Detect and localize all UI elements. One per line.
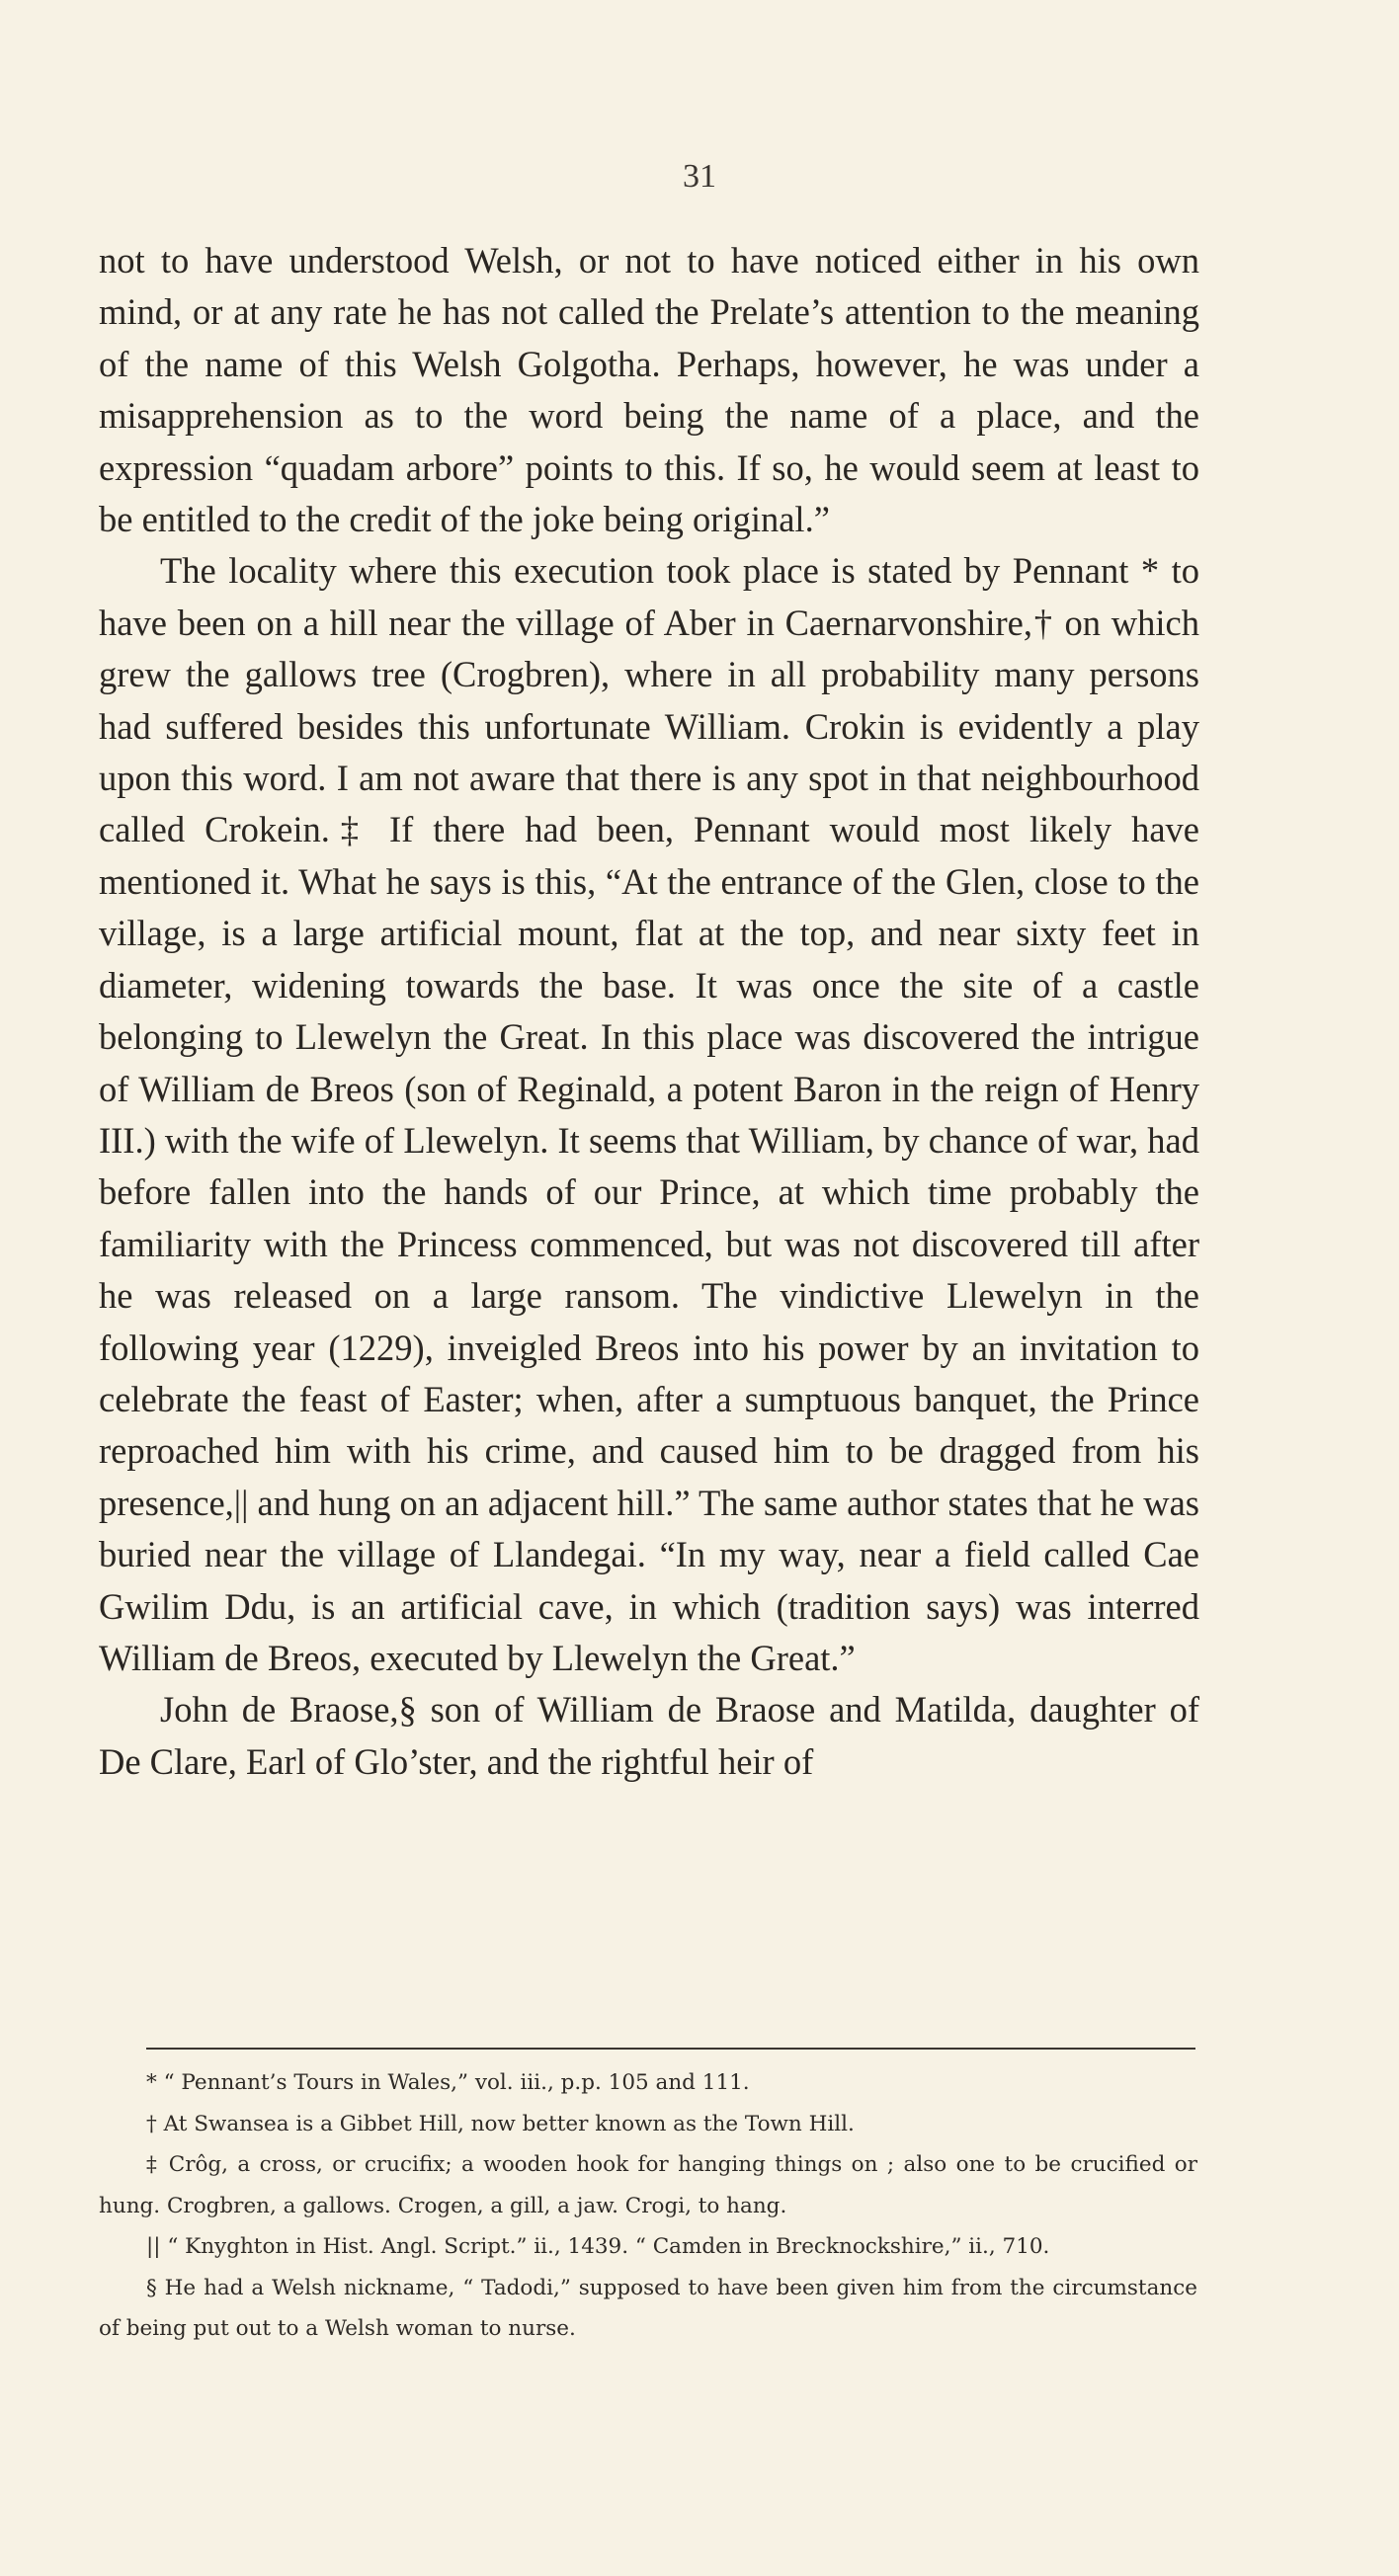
main-text (99, 235, 1199, 1788)
footnote: † At Swansea is a Gibbet Hill, now better known as the Town Hill. (146, 2111, 855, 2136)
page-number: 31 (683, 158, 716, 195)
footnote: || “ Knyghton in Hist. Angl. Script.” ii., 1439. “ Camden in Brecknockshire,” ii., 710. (146, 2234, 1050, 2259)
paragraph: John de Braose,§ son of William de Braose and Matilda, daughter of De Clare, Earl of Glo’ster, and the rightful heir of (99, 1689, 1199, 1782)
footnote: * “ Pennant’s Tours in Wales,” vol. iii., p.p. 105 and 111. (146, 2070, 750, 2095)
paragraph: The locality where this execution took place is stated by Pennant * to have been on a hill near the village of Aber in Caernarvonshire,† on which grew the gallows tree (Crogbren), where in all probability many persons had suffered besides this unfortunate William. Crokin is evidently a play upon this word. I am not aware that there is any spot in that neighbourhood called Crokein.‡ If there had been, Pennant would most likely have mentioned it. What he says is this, “At the entrance of the Glen, close to the village, is a large artificial mount, flat at the top, and near sixty feet in diameter, widening towards the base. It was once the site of a castle belonging to Llewelyn the Great. In this place was discovered the intrigue of William de Breos (son of Reginald, a potent Baron in the reign of Henry III.) with the wife of Llewelyn. It seems that William, by chance of war, had before fallen into the hands of our Prince, at which time probably the familiarity with the Princess commenced, but was not discovered till after he was released on a large ransom. The vindictive Llewelyn in the following year (1229), inveigled Breos into his power by an invitation to celebrate the feast of Easter; when, after a sumptuous banquet, the Prince reproached him with his crime, and caused him to be dragged from his presence,|| and hung on an adjacent hill.” The same author states that he was buried near the village of Llandegai. “In my way, near a field called Cae Gwilim Ddu, is an artificial cave, in which (tradition says) was interred William de Breos, executed by Llewelyn the Great.” (99, 550, 1199, 1678)
paragraph: not to have understood Welsh, or not to have noticed either in his own mind, or at any rate he has not called the Prelate’s attention to the meaning of the name of this Welsh Golgotha. Perhaps, however, he was under a misapprehension as to the word being the name of a place, and the expression “quadam arbore” points to this. If so, he would seem at least to be entitled to the credit of the joke being original.” (99, 240, 1199, 540)
footnote: § He had a Welsh nickname, “ Tadodi,” supposed to have been given him from the circumstance of being put out to a Welsh woman to nurse. (99, 2275, 1197, 2341)
footnotes (99, 2062, 1197, 2350)
footnote: ‡ Crôg, a cross, or crucifix; a wooden hook for hanging things on ; also one to be crucified or hung. Crogbren, a gallows. Crogen, a gill, a jaw. Crogi, to hang. (99, 2152, 1197, 2218)
footnote-divider (146, 2048, 1195, 2050)
